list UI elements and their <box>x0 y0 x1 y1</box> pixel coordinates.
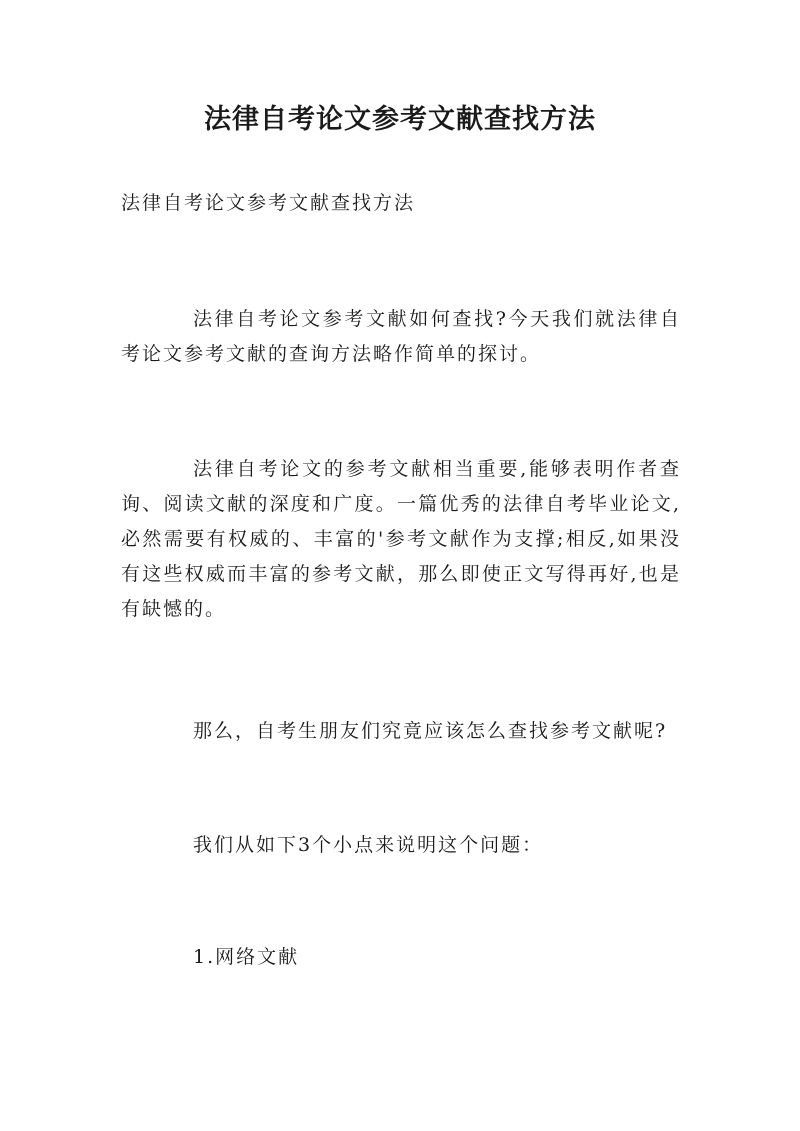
section-heading-network-literature: 1.网络文献 <box>193 946 300 968</box>
document-subtitle: 法律自考论文参考文献查找方法 <box>121 192 416 214</box>
paragraph-outline: 我们从如下3个小点来说明这个问题： <box>193 834 544 856</box>
paragraph-importance: 法律自考论文的参考文献相当重要,能够表明作者查询、阅读文献的深度和广度。一篇优秀的法律自考毕业论文,必然需要有权威的、丰富的'参考文献作为支撑;相反,如果没有这些权威而丰富的参考文献，那么即使正文写得再好,也是有缺憾的。 <box>121 458 681 620</box>
paragraph-intro: 法律自考论文参考文献如何查找?今天我们就法律自考论文参考文献的查询方法略作简单的探讨。 <box>121 308 681 365</box>
document-title: 法律自考论文参考文献查找方法 <box>204 104 596 135</box>
paragraph-question: 那么，自考生朋友们究竟应该怎么查找参考文献呢? <box>193 720 668 742</box>
